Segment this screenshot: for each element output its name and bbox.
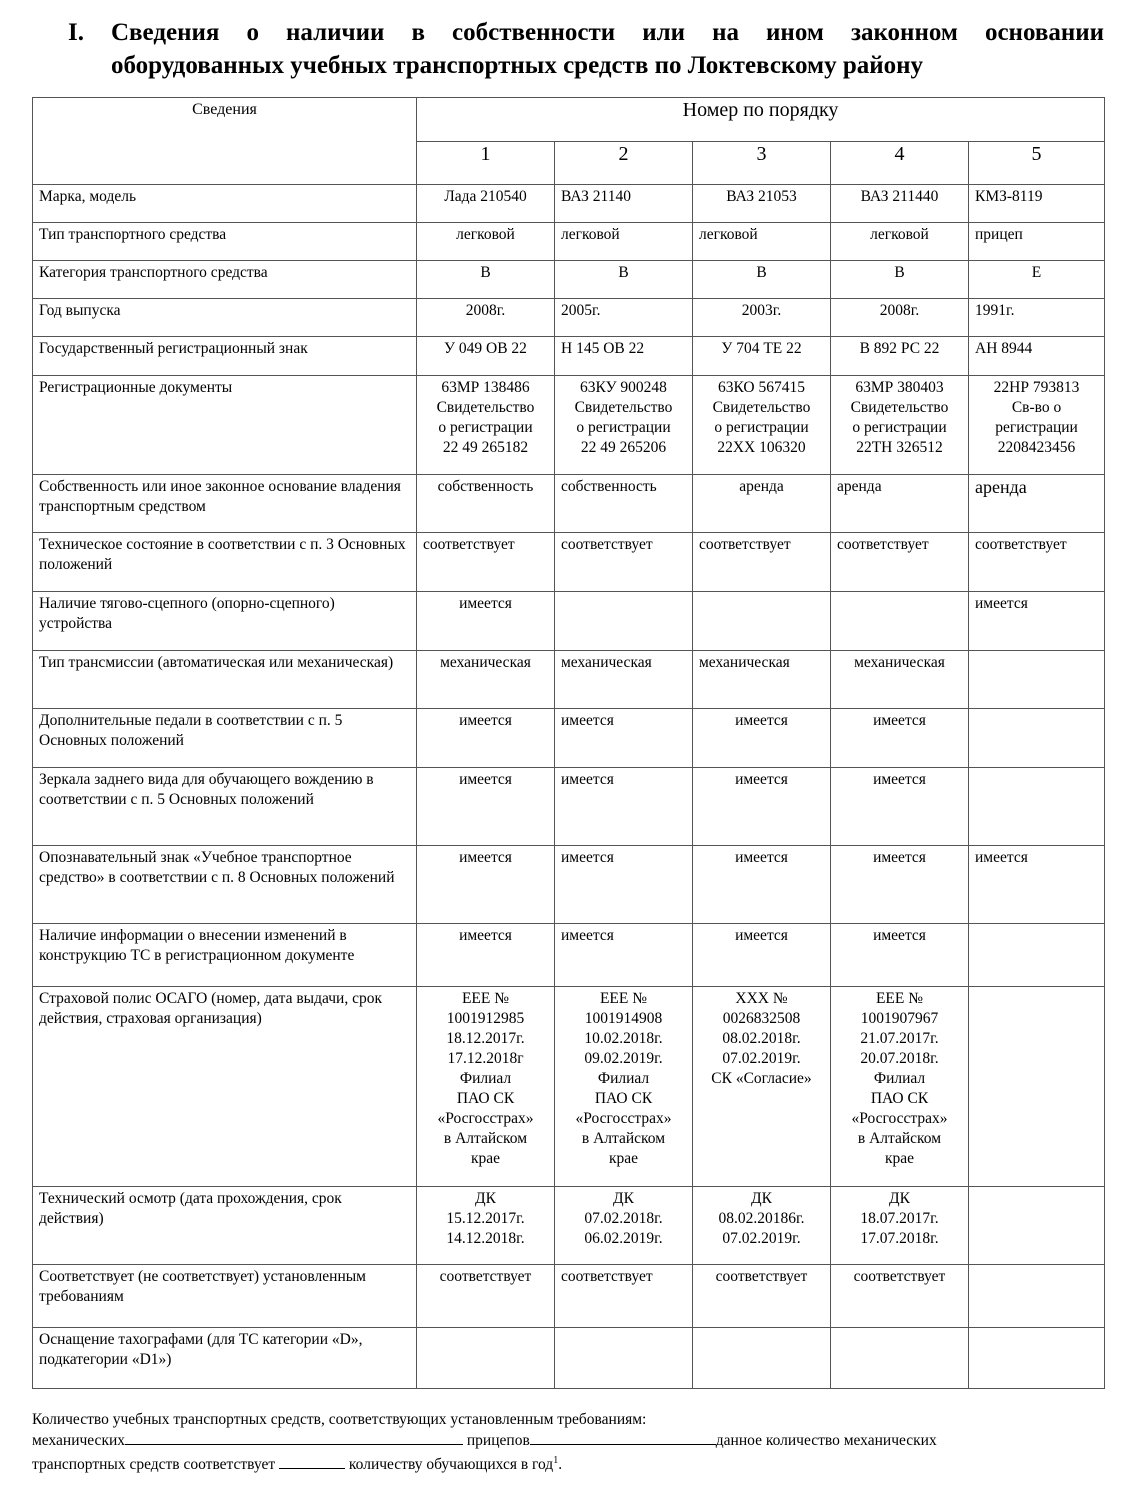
table-cell: ВАЗ 211440 (831, 185, 969, 223)
table-cell: ЕЕЕ № 1001907967 21.07.2017г. 20.07.2018г. Филиал ПАО СК «Росгосстрах» в Алтайском крае (831, 987, 969, 1187)
table-cell (555, 1328, 693, 1389)
table-cell: ДК 18.07.2017г. 17.07.2018г. (831, 1187, 969, 1265)
table-row (33, 376, 1105, 475)
table-cell: легковой (693, 223, 831, 261)
table-cell: соответствует (555, 533, 693, 592)
table-row (33, 768, 1105, 846)
title-line-2: оборудованных учебных транспортных средств по Локтевскому району (111, 52, 924, 79)
trailers-count-blank (530, 1430, 716, 1445)
table-cell: имеется (555, 768, 693, 846)
table-cell: Лада 210540 (417, 185, 555, 223)
footer-line-2-tail: данное количество механических (715, 1432, 937, 1449)
row-label: Зеркала заднего вида для обучающего вождению в соответствии с п. 5 Основных положений (33, 768, 417, 846)
table-cell: аренда (969, 475, 1105, 533)
table-cell: ДК 07.02.2018г. 06.02.2019г. (555, 1187, 693, 1265)
table-cell: имеется (693, 709, 831, 768)
table-cell: 63КО 567415 Свидетельство о регистрации 22ХХ 106320 (693, 376, 831, 475)
table-cell (969, 1265, 1105, 1328)
column-number: 2 (555, 142, 693, 185)
table-row (33, 651, 1105, 709)
students-count-blank (279, 1454, 345, 1469)
table-cell: 1991г. (969, 299, 1105, 337)
table-row (33, 185, 1105, 223)
table-cell: соответствует (417, 533, 555, 592)
mechanical-count-blank (125, 1430, 463, 1445)
table-cell: легковой (555, 223, 693, 261)
table-cell: легковой (417, 223, 555, 261)
table-cell: соответствует (831, 533, 969, 592)
table-cell: имеется (969, 592, 1105, 651)
table-cell: 2003г. (693, 299, 831, 337)
table-cell: имеется (831, 846, 969, 924)
table-cell: ДК 15.12.2017г. 14.12.2018г. (417, 1187, 555, 1265)
mechanical-label: механических (32, 1432, 126, 1449)
table-row (33, 223, 1105, 261)
table-cell: В (831, 261, 969, 299)
table-cell: механическая (831, 651, 969, 709)
row-label: Оснащение тахографами (для ТС категории «D», подкатегории «D1») (33, 1328, 417, 1389)
table-row (33, 261, 1105, 299)
table-cell: имеется (555, 709, 693, 768)
table-cell: ЕЕЕ № 1001914908 10.02.2018г. 09.02.2019г. Филиал ПАО СК «Росгосстрах» в Алтайском крае (555, 987, 693, 1187)
row-label: Страховой полис ОСАГО (номер, дата выдачи, срок действия, страховая организация) (33, 987, 417, 1187)
table-cell: имеется (555, 924, 693, 987)
table-cell: имеется (969, 846, 1105, 924)
table-row (33, 1328, 1105, 1389)
table-cell: имеется (831, 709, 969, 768)
table-cell: соответствует (969, 533, 1105, 592)
table-row (33, 846, 1105, 924)
table-cell (969, 987, 1105, 1187)
table-cell: имеется (831, 924, 969, 987)
footer-line-1: Количество учебных транспортных средств, соответствующих установленным требованиям: (32, 1411, 647, 1428)
table-cell (417, 1328, 555, 1389)
table-cell: имеется (831, 768, 969, 846)
column-number: 1 (417, 142, 555, 185)
table-cell: соответствует (417, 1265, 555, 1328)
table-cell: имеется (555, 846, 693, 924)
table-cell: 22НР 793813 Св-во о регистрации 2208423456 (969, 376, 1105, 475)
table-cell: соответствует (693, 533, 831, 592)
row-label: Техническое состояние в соответствии с п. 3 Основных положений (33, 533, 417, 592)
row-label: Опознавательный знак «Учебное транспортное средство» в соответствии с п. 8 Основных положений (33, 846, 417, 924)
row-label: Наличие информации о внесении изменений в конструкцию ТС в регистрационном документе (33, 924, 417, 987)
row-label: Регистрационные документы (33, 376, 417, 475)
column-number: 3 (693, 142, 831, 185)
section-number: I. (68, 19, 84, 46)
table-cell: имеется (417, 592, 555, 651)
table-cell: легковой (831, 223, 969, 261)
table-cell: В (693, 261, 831, 299)
table-cell (969, 768, 1105, 846)
table-cell (831, 1328, 969, 1389)
table-cell (555, 592, 693, 651)
table-cell (969, 1328, 1105, 1389)
table-cell: ВАЗ 21140 (555, 185, 693, 223)
table-cell: соответствует (555, 1265, 693, 1328)
table-row (33, 1265, 1105, 1328)
table-cell: ВАЗ 21053 (693, 185, 831, 223)
column-number: 4 (831, 142, 969, 185)
table-cell: механическая (693, 651, 831, 709)
table-cell (969, 709, 1105, 768)
table-cell (693, 592, 831, 651)
table-row (33, 475, 1105, 533)
table-cell: ДК 08.02.20186г. 07.02.2019г. (693, 1187, 831, 1265)
table-cell: соответствует (831, 1265, 969, 1328)
footer-line-3: транспортных средств соответствует количеству обучающихся в год$^1$. (32, 1455, 563, 1474)
header-group: Номер по порядку (417, 98, 1105, 142)
row-label: Наличие тягово-сцепного (опорно-сцепного) устройства (33, 592, 417, 651)
table-row (33, 987, 1105, 1187)
column-number: 5 (969, 142, 1105, 185)
table-cell: механическая (555, 651, 693, 709)
table-cell: ЕЕЕ № 1001912985 18.12.2017г. 17.12.2018г Филиал ПАО СК «Росгосстрах» в Алтайском крае (417, 987, 555, 1187)
table-row (33, 533, 1105, 592)
header-row (33, 98, 1105, 142)
row-label: Собственность или иное законное основание владения транспортным средством (33, 475, 417, 533)
row-label: Тип трансмиссии (автоматическая или механическая) (33, 651, 417, 709)
footer-line-2 (32, 1430, 1104, 1451)
table-cell: У 049 ОВ 22 (417, 337, 555, 376)
table-cell: ХХХ № 0026832508 08.02.2018г. 07.02.2019г. СК «Согласие» (693, 987, 831, 1187)
row-label: Тип транспортного средства (33, 223, 417, 261)
table-cell: КМЗ-8119 (969, 185, 1105, 223)
row-label: Технический осмотр (дата прохождения, срок действия) (33, 1187, 417, 1265)
header-label: Сведения (33, 98, 417, 185)
table-cell: прицеп (969, 223, 1105, 261)
row-label: Государственный регистрационный знак (33, 337, 417, 376)
table-cell: 63КУ 900248 Свидетельство о регистрации 22 49 265206 (555, 376, 693, 475)
table-cell: имеется (693, 846, 831, 924)
table-cell (693, 1328, 831, 1389)
table-cell (969, 924, 1105, 987)
table-cell: соответствует (693, 1265, 831, 1328)
document-title (68, 16, 1104, 82)
table-cell: механическая (417, 651, 555, 709)
row-label: Марка, модель (33, 185, 417, 223)
footer-text (32, 1410, 1104, 1475)
table-row (33, 592, 1105, 651)
table-cell: собственность (555, 475, 693, 533)
title-line-1: Сведения о наличии в собственности или на ином законном основании (111, 19, 1105, 46)
table-cell: аренда (693, 475, 831, 533)
footnote-marker: 1 (553, 1455, 559, 1466)
table-row (33, 299, 1105, 337)
table-cell: собственность (417, 475, 555, 533)
table-cell (831, 592, 969, 651)
table-row (33, 1187, 1105, 1265)
table-cell: 2008г. (417, 299, 555, 337)
table-cell (969, 1187, 1105, 1265)
table-cell: 2008г. (831, 299, 969, 337)
table-cell: имеется (417, 924, 555, 987)
table-cell: В (555, 261, 693, 299)
row-label: Категория транспортного средства (33, 261, 417, 299)
row-label: Дополнительные педали в соответствии с п. 5 Основных положений (33, 709, 417, 768)
table-cell: Е (969, 261, 1105, 299)
table-cell: имеется (417, 846, 555, 924)
table-row (33, 337, 1105, 376)
table-cell: В (417, 261, 555, 299)
table-cell: имеется (417, 768, 555, 846)
table-cell: аренда (831, 475, 969, 533)
table-cell: В 892 РС 22 (831, 337, 969, 376)
table-cell: Н 145 ОВ 22 (555, 337, 693, 376)
table-cell: 63МР 380403 Свидетельство о регистрации 22ТН 326512 (831, 376, 969, 475)
table-cell: имеется (417, 709, 555, 768)
row-label: Год выпуска (33, 299, 417, 337)
trailers-label: прицепов (466, 1432, 530, 1449)
table-cell: 63МР 138486 Свидетельство о регистрации 22 49 265182 (417, 376, 555, 475)
table-cell: АН 8944 (969, 337, 1105, 376)
table-cell: У 704 ТЕ 22 (693, 337, 831, 376)
row-label: Соответствует (не соответствует) установленным требованиям (33, 1265, 417, 1328)
vehicles-table (32, 97, 1105, 1389)
table-row (33, 709, 1105, 768)
table-cell (969, 651, 1105, 709)
table-cell: имеется (693, 768, 831, 846)
table-cell: 2005г. (555, 299, 693, 337)
table-cell: имеется (693, 924, 831, 987)
table-row (33, 924, 1105, 987)
